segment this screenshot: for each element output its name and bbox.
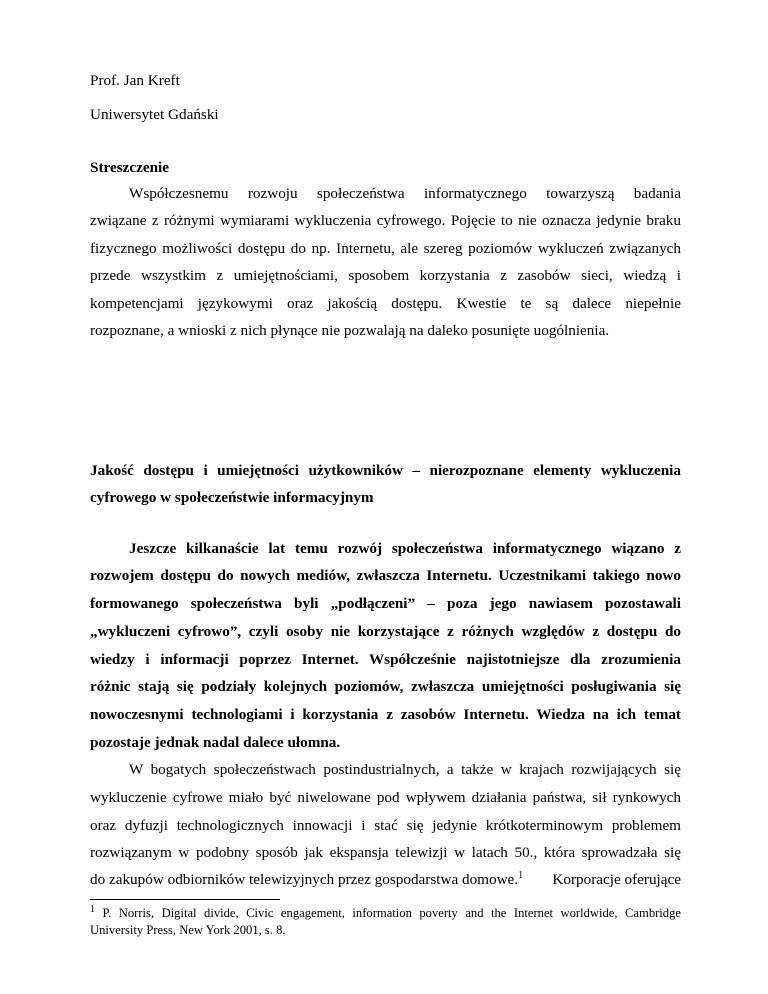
- author-name: Prof. Jan Kreft: [90, 72, 180, 89]
- abstract-line: przede wszystkim z umiejętnościami, sposobem korzystania z zasobów sieci, wiedzą i: [90, 267, 681, 284]
- footnote-line: $^1$ P. Norris, Digital divide, Civic engagement, information poverty and the Internet worldwide, Cambridge: [90, 903, 681, 920]
- body-line: [90, 871, 681, 889]
- abstract-line: fizycznego możliwości dostępu do np. Internetu, ale szereg poziomów wykluczeń związanych: [90, 240, 681, 257]
- body-line: rozwiązanym w podobny sposób jak ekspansja telewizji w latach 50., która sprowadzała się: [90, 844, 681, 861]
- lead-line: „wykluczeni cyfrowo”, czyli osoby nie korzystające z różnych względów z dostępu do: [90, 623, 681, 640]
- footnote-marker: 1: [90, 903, 95, 915]
- lead-line: Jeszcze kilkanaście lat temu rozwój społeczeństwa informatycznego wiązano z: [129, 540, 681, 557]
- lead-line: formowanego społeczeństwa byli „podłączeni” – poza jego nawiasem pozostawali: [90, 595, 681, 612]
- abstract-line: kompetencjami językowymi oraz jakością dostępu. Kwestie te są dalece niepełnie: [90, 295, 681, 312]
- abstract-line: związane z różnymi wymiarami wykluczenia cyfrowego. Pojęcie to nie oznacza jedynie braku: [90, 212, 681, 229]
- article-title-line: cyfrowego w społeczeństwie informacyjnym: [90, 489, 374, 506]
- lead-line: nowoczesnymi technologiami i korzystania z zasobów Internetu. Wiedza na ich temat: [90, 706, 681, 723]
- footnote-reference[interactable]: 1: [518, 869, 524, 881]
- body-line: oraz dyfuzji technologicznych innowacji i stać się jedynie krótkoterminowym problemem: [90, 817, 681, 834]
- abstract-heading: Streszczenie: [90, 159, 169, 176]
- abstract-line: Współczesnemu rozwoju społeczeństwa informatycznego towarzyszą badania: [129, 185, 681, 202]
- lead-line: różnic stają się podziały kolejnych poziomów, zwłaszcza umiejętności posługiwania się: [90, 678, 681, 695]
- author-affiliation: Uniwersytet Gdański: [90, 106, 219, 123]
- lead-line: wiedzy i informacji poprzez Internet. Współcześnie najistotniejsze dla zrozumienia: [90, 651, 681, 668]
- body-line: W bogatych społeczeństwach postindustrialnych, a także w krajach rozwijających się: [129, 761, 681, 778]
- body-text: do zakupów odbiorników telewizyjnych przez gospodarstwa domowe.$^1$: [90, 869, 524, 888]
- body-line: wykluczenie cyfrowe miało być niwelowane pod wpływem działania państwa, sił rynkowych: [90, 789, 681, 806]
- lead-line: pozostaje jednak nadal dalece ułomna.: [90, 734, 341, 751]
- footnote-divider: [90, 899, 280, 900]
- lead-line: rozwojem dostępu do nowych mediów, zwłaszcza Internetu. Uczestnikami takiego nowo: [90, 567, 681, 584]
- body-text: Korporacje oferujące: [552, 871, 681, 888]
- footnote-line: University Press, New York 2001, s. 8.: [90, 923, 286, 937]
- article-title-line: Jakość dostępu i umiejętności użytkowników – nierozpoznane elementy wykluczenia: [90, 462, 681, 479]
- abstract-line: rozpoznane, a wnioski z nich płynące nie pozwalają na daleko posunięte uogólnienia.: [90, 322, 610, 339]
